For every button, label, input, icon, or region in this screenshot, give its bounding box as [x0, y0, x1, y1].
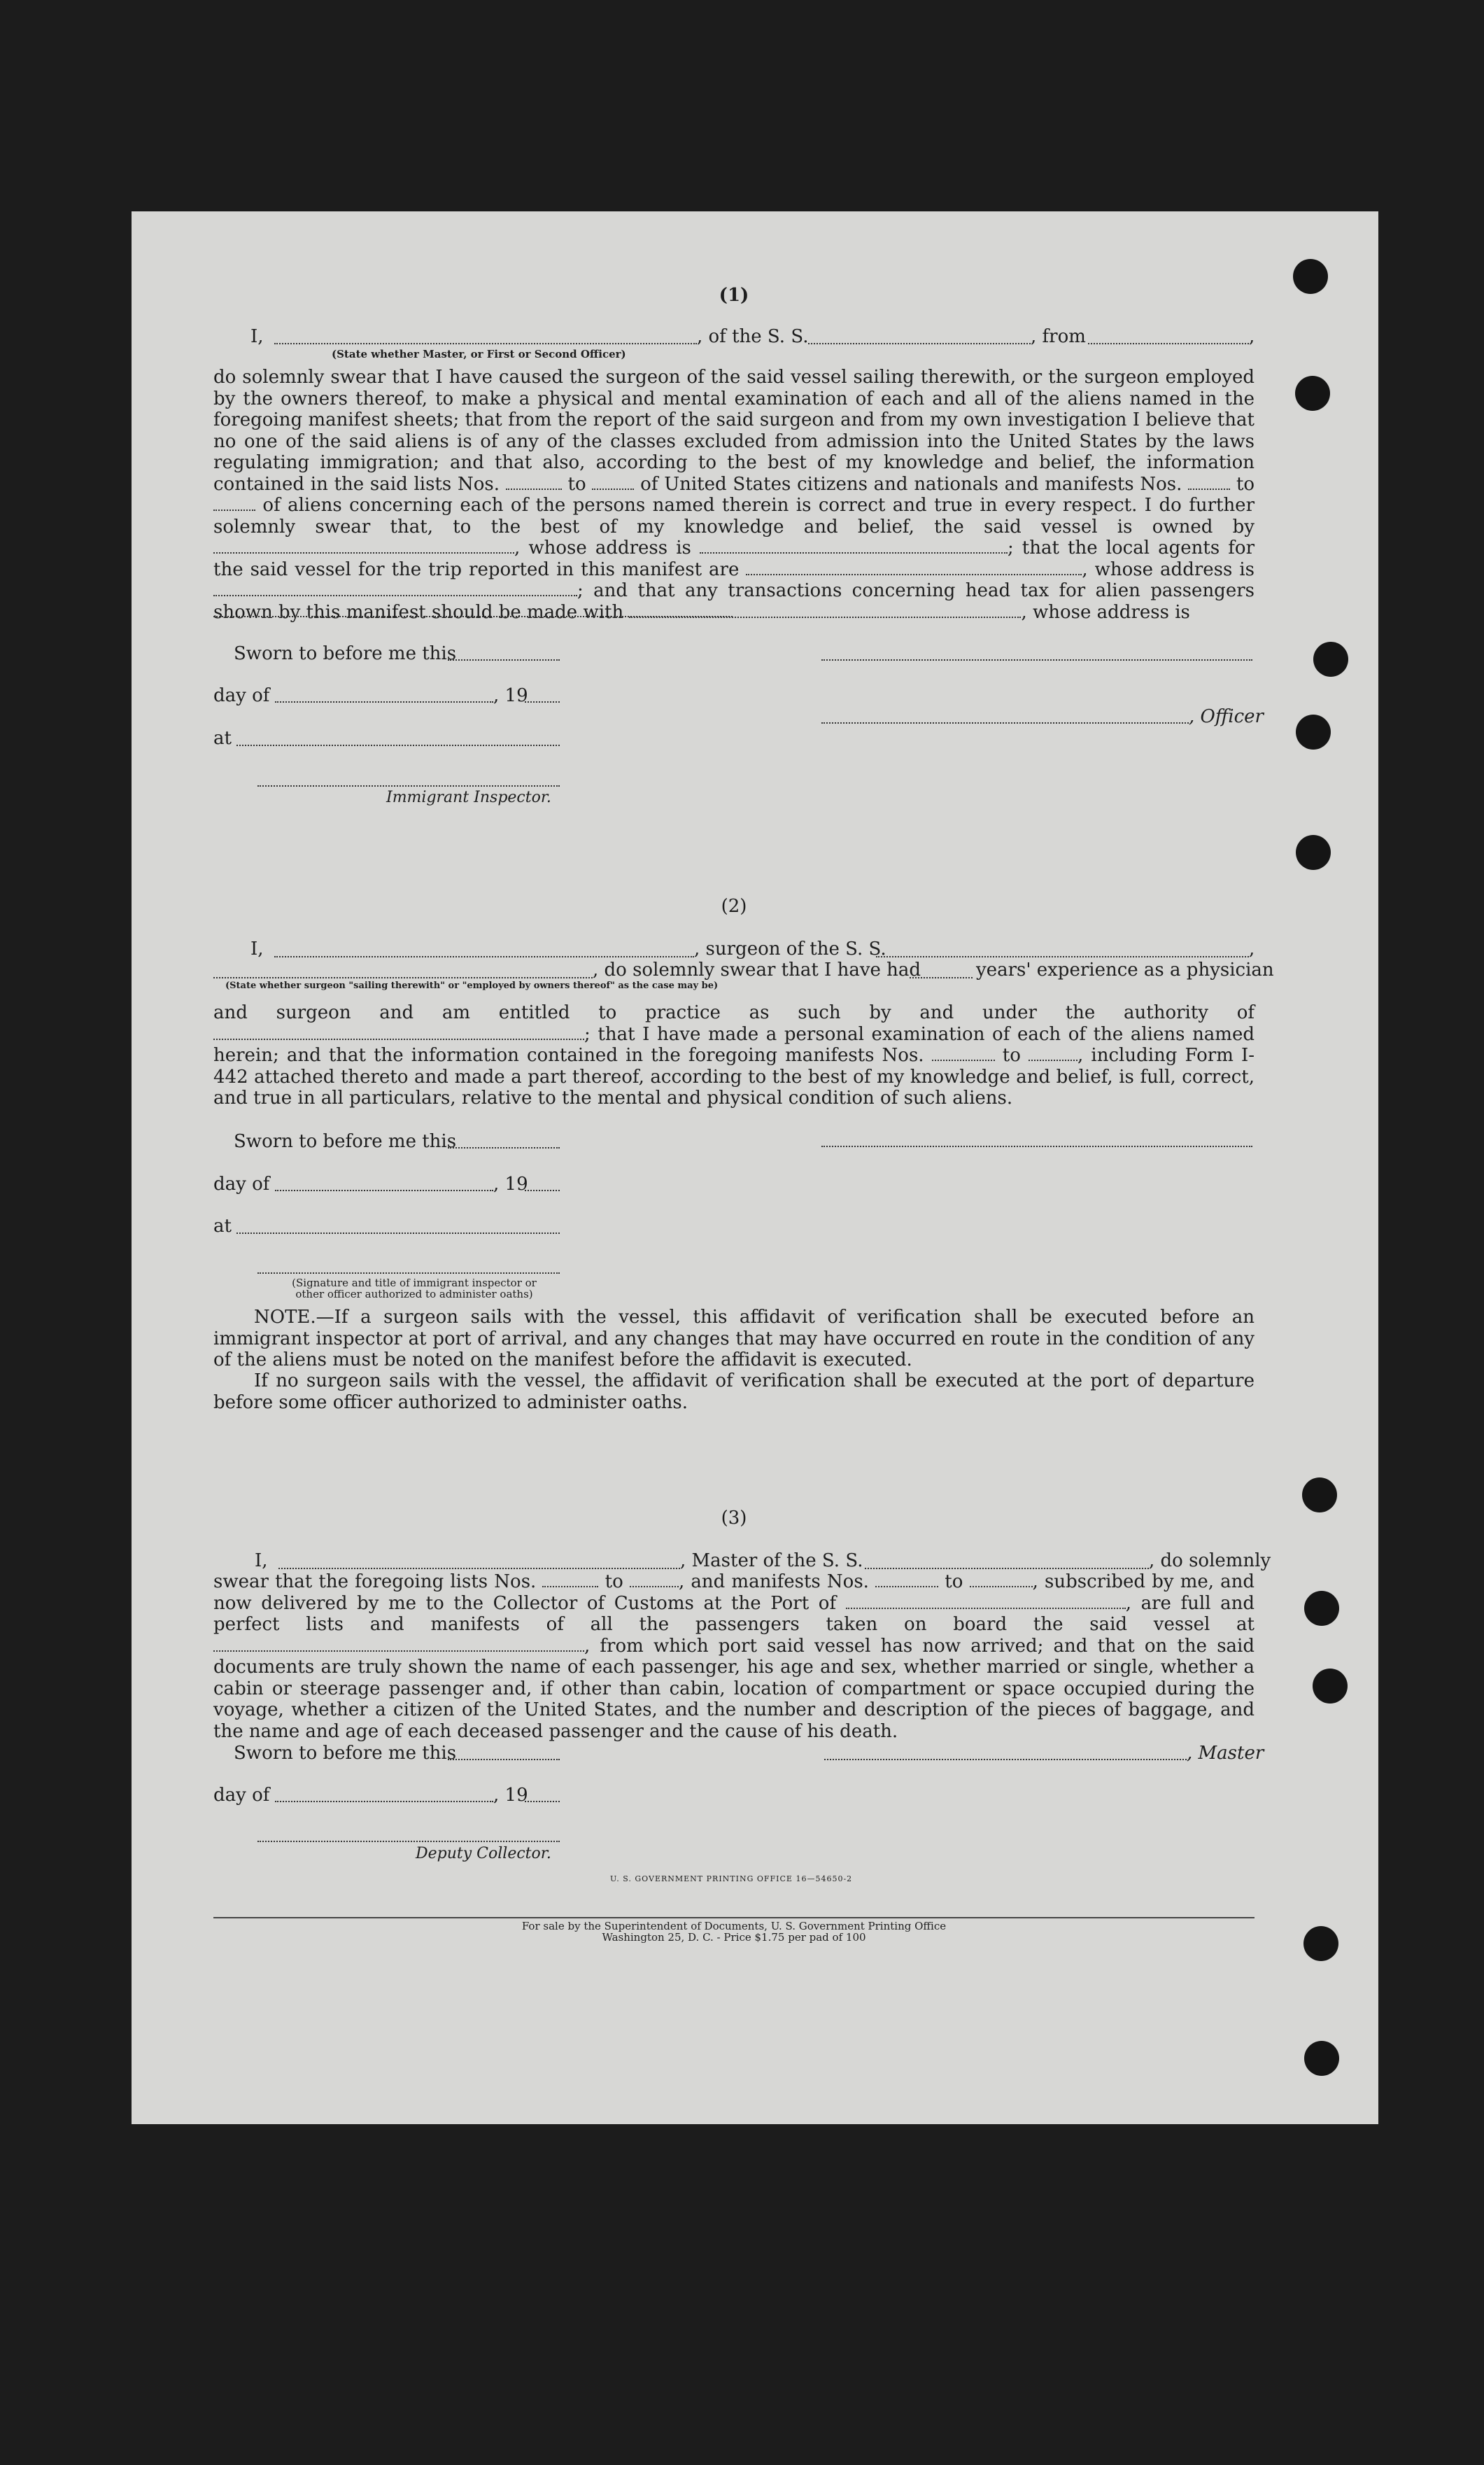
- surgeon-status-caption: (State whether surgeon "sailing therewith" or "employed by owners thereof" as the case may be): [225, 981, 719, 991]
- year-field-1[interactable]: [525, 701, 560, 703]
- master-of-ss-label: , Master of the S. S.: [680, 1550, 863, 1571]
- ship-name-field[interactable]: [808, 343, 1031, 344]
- month-field-1[interactable]: [275, 701, 493, 703]
- at-label-2: at: [213, 1216, 232, 1237]
- note-paragraph: NOTE.—If a surgeon sails with the vessel, this affidavit of verification shall be executed before an immigrant inspector at port of arrival, and any changes that may have occurred en route in the condition of any of the aliens must be noted on the manifest before the affidavit is executed.: [213, 1307, 1255, 1370]
- officer-rank-field[interactable]: [274, 343, 697, 344]
- binder-hole: [1304, 2041, 1339, 2076]
- month-field-2[interactable]: [275, 1190, 493, 1191]
- do-solemnly-label: , do solemnly: [1149, 1550, 1271, 1571]
- year-label-1: , 19: [493, 685, 528, 706]
- year-label-3: , 19: [493, 1785, 528, 1806]
- binder-hole: [1313, 642, 1348, 677]
- footer-line-2: Washington 25, D. C. - Price $1.75 per pad of 100: [602, 1931, 866, 1944]
- binder-hole: [1302, 1477, 1337, 1512]
- section-1-of-ss: , of the S. S.: [697, 326, 809, 347]
- sworn-label-3: Sworn to before me this: [234, 1743, 457, 1764]
- deputy-collector-label: Deputy Collector.: [416, 1845, 551, 1862]
- year-field-2[interactable]: [525, 1190, 560, 1191]
- sworn-label-2: Sworn to before me this: [234, 1131, 457, 1152]
- departure-port-field[interactable]: [1088, 343, 1249, 344]
- sworn-day-field-2[interactable]: [448, 1147, 560, 1149]
- master-signature-line[interactable]: [824, 1759, 1187, 1760]
- section-1-number: (1): [719, 285, 749, 306]
- sworn-day-field-1[interactable]: [448, 659, 560, 661]
- surgeon-of-ss-label: , surgeon of the S. S.: [694, 939, 886, 960]
- section-1-from: , from: [1031, 326, 1086, 347]
- signature-caption-1: (Signature and title of immigrant inspector or: [292, 1277, 537, 1289]
- immigrant-inspector-label: Immigrant Inspector.: [386, 789, 551, 806]
- section-3-i: I,: [255, 1550, 268, 1571]
- day-of-label-3: day of: [213, 1785, 270, 1806]
- surgeon-signature-line[interactable]: [821, 1146, 1252, 1147]
- deputy-signature-line[interactable]: [257, 1841, 560, 1842]
- section-2-i: I,: [250, 939, 264, 960]
- signature-caption-2: other officer authorized to administer oaths): [295, 1288, 533, 1300]
- binder-hole: [1296, 835, 1331, 870]
- day-of-label-2: day of: [213, 1174, 270, 1195]
- section-1-oath: do solemnly swear that I have caused the surgeon of the said vessel sailing therewith, or the surgeon employed by the owners thereof, to make a physical and mental examination of each and all of the aliens named in the foregoing manifest sheets; that from the report of the said surgeon and from my own investigation I believe that no one of the said aliens is of any of the classes excluded from admission into the United States by the laws regulating immigration; and that also, according to the best of my knowledge and belief, the information contained in the said lists Nos. to of United States citizens and nationals and manifests Nos. to of aliens concerning each of the persons named therein is correct and true in every respect. I do further solemnly swear that, to the best of my knowledge and belief, the said vessel is owned by , whose address is ; that the local agents for the said vessel for the trip reported in this manifest are , whose address is ; and that any transactions concerning head tax for alien passengers shown by this manifest should be made with , whose address is: [213, 367, 1255, 623]
- binder-hole: [1293, 259, 1328, 294]
- officer-signature-line-1[interactable]: [821, 659, 1252, 661]
- years-experience-field[interactable]: [910, 977, 973, 978]
- surgeon-name-field[interactable]: [274, 956, 694, 957]
- officer-label: , Officer: [1189, 706, 1264, 727]
- binder-hole: [1304, 1591, 1339, 1626]
- binder-hole: [1313, 1669, 1348, 1704]
- surgeon-swear-label: , do solemnly swear that I have had: [593, 960, 921, 981]
- footer-rule: [213, 1917, 1255, 1918]
- year-label-2: , 19: [493, 1174, 528, 1195]
- at-place-field-2[interactable]: [236, 1232, 560, 1234]
- gpo-imprint: U. S. GOVERNMENT PRINTING OFFICE 16—54650-2: [610, 1874, 853, 1883]
- section-3-oath: swear that the foregoing lists Nos. to , and manifests Nos. to , subscribed by me, and now delivered by me to the Collector of Customs at the Port of , are full and perfect lists and manifests of all the passengers taken on board the said vessel at , from which port said vessel has now arrived; and that on the said documents are truly shown the name of each passenger, his age and sex, whether married or single, whether a cabin or steerage passenger and, if other than cabin, location of compartment or space occupied during the voyage, whether a citizen of the United States, and the number and description of the pieces of baggage, and the name and age of each deceased passenger and the cause of his death.: [213, 1571, 1255, 1742]
- sworn-day-field-3[interactable]: [448, 1759, 560, 1760]
- section-3-number: (3): [721, 1508, 747, 1529]
- note-paragraph-2: If no surgeon sails with the vessel, the affidavit of verification shall be executed at the port of departure before some officer authorized to administer oaths.: [213, 1370, 1255, 1413]
- officer-signature-line-2[interactable]: [821, 722, 1189, 724]
- inspector-signature-line-2[interactable]: [257, 1272, 560, 1274]
- master-ship-field[interactable]: [865, 1568, 1149, 1569]
- at-label-1: at: [213, 728, 232, 749]
- master-name-field[interactable]: [278, 1568, 680, 1569]
- master-label: , Master: [1187, 1743, 1264, 1764]
- binder-hole: [1296, 715, 1331, 750]
- footer-line-1: For sale by the Superintendent of Documents, U. S. Government Printing Office: [521, 1920, 947, 1932]
- inspector-signature-line[interactable]: [257, 785, 560, 787]
- at-place-field-1[interactable]: [236, 745, 560, 746]
- surgeon-ship-field[interactable]: [876, 956, 1249, 957]
- head-tax-address-field[interactable]: [213, 616, 733, 617]
- years-experience-label: years' experience as a physician: [976, 960, 1274, 981]
- day-of-label-1: day of: [213, 685, 270, 706]
- officer-rank-caption: (State whether Master, or First or Second Officer): [332, 348, 626, 360]
- section-2-number: (2): [721, 896, 747, 917]
- surgeon-status-field[interactable]: [213, 977, 593, 978]
- binder-hole: [1303, 1926, 1338, 1961]
- section-1-i: I,: [250, 326, 264, 347]
- binder-hole: [1295, 376, 1330, 411]
- section-2-oath: and surgeon and am entitled to practice as such by and under the authority of ; that I have made a personal examination of each of the aliens named herein; and that the information contained in the foregoing manifests Nos. to , including Form I-442 attached thereto and made a part thereof, according to the best of my knowledge and belief, is full, correct, and true in all particulars, relative to the mental and physical condition of such aliens.: [213, 1002, 1255, 1109]
- sworn-label-1: Sworn to before me this: [234, 643, 457, 664]
- month-field-3[interactable]: [275, 1801, 493, 1802]
- year-field-3[interactable]: [525, 1801, 560, 1802]
